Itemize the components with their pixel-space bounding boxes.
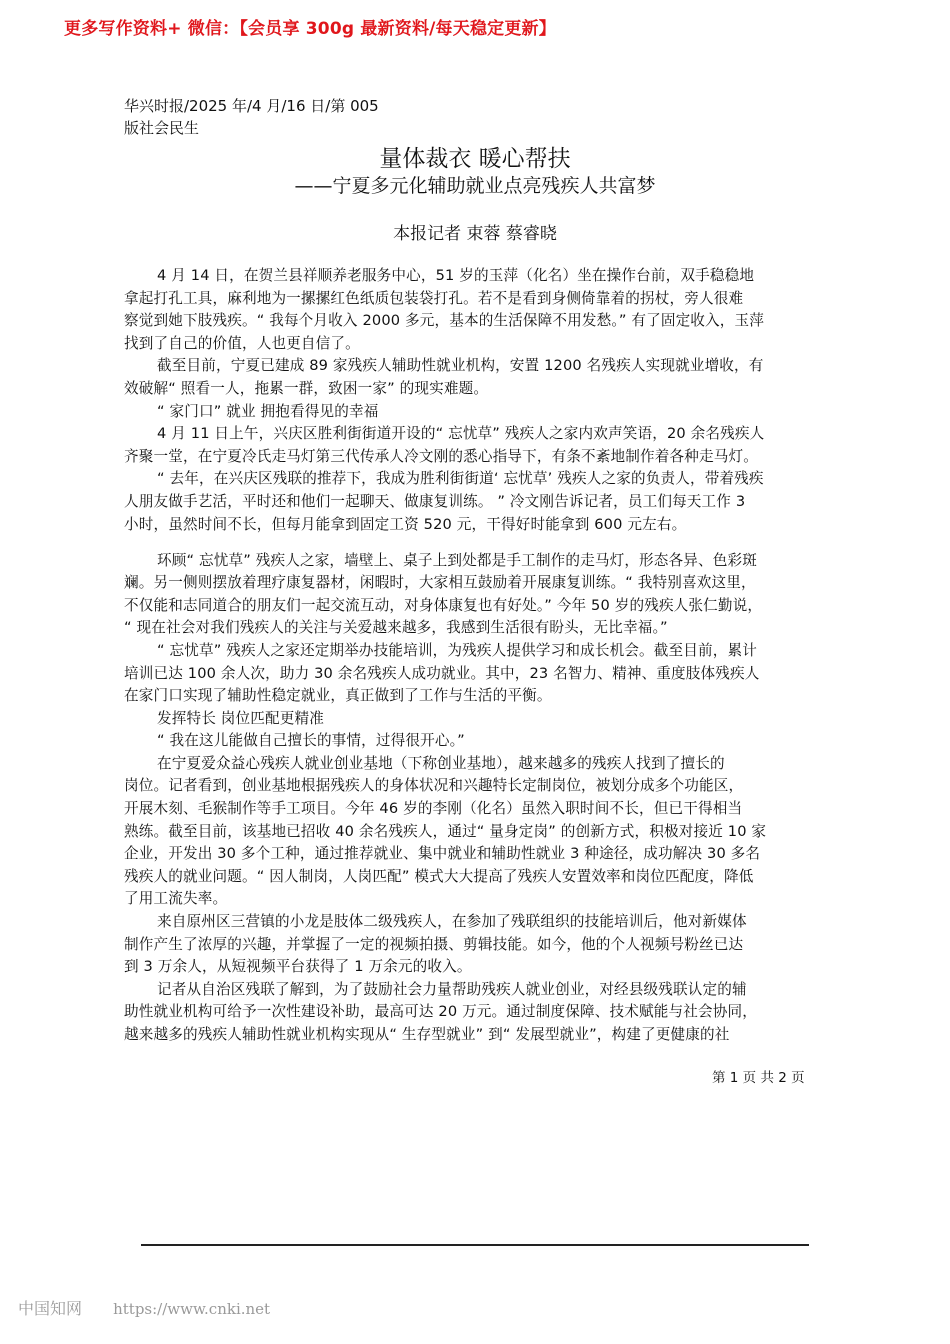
article-line: “ 我在这儿能做自己擅长的事情，过得很开心。” (157, 732, 465, 750)
article-line: 齐聚一堂，在宁夏冷氏走马灯第三代传承人冷文刚的悉心指导下，有条不紊地制作着各种走马灯。 (124, 447, 758, 465)
subheadline: ——宁夏多元化辅助就业点亮残疾人共富梦 (294, 175, 656, 197)
article-line: 企业，开发出 30 多个工种，通过推荐就业、集中就业和辅助性就业 3 种途径，成功解决 30 多名 (124, 845, 761, 863)
article-line: 4 月 11 日上午，兴庆区胜利街街道开设的“ 忘忧草” 残疾人之家内欢声笑语，20 余名残疾人 (157, 425, 765, 443)
article-line: 发挥特长 岗位匹配更精准 (157, 709, 324, 727)
article-line: 开展木刻、毛猴制作等手工项目。今年 46 岁的李刚（化名）虽然入职时间不长，但已干得相当 (124, 800, 743, 818)
article-line: 在宁夏爱众益心残疾人就业创业基地（下称创业基地），越来越多的残疾人找到了擅长的 (157, 754, 725, 772)
article-line: 在家门口实现了辅助性稳定就业，真正做到了工作与生活的平衡。 (124, 687, 552, 705)
article-line: 越来越多的残疾人辅助性就业机构实现从“ 生存型就业” 到“ 发展型就业”，构建了更健康的社 (124, 1026, 730, 1043)
article-line: 助性就业机构可给予一次性建设补助，最高可达 20 万元。通过制度保障、技术赋能与社会协同， (124, 1003, 757, 1021)
article-line: 效破解“ 照看一人，拖累一群，致困一家” 的现实难题。 (124, 379, 489, 397)
footer-site-name: 中国知网 (18, 1299, 83, 1318)
article-line: 拿起打孔工具，麻利地为一摞摞红色纸质包装袋打孔。若不是看到身侧倚靠着的拐杖，旁人很难 (124, 289, 744, 307)
article-line: 人朋友做手艺活，平时还和他们一起聊天、做康复训练。 ” 冷文刚告诉记者，员工们每天工作 3 (124, 492, 746, 510)
article-line: 残疾人的就业问题。“ 因人制岗，人岗匹配” 模式大大提高了残疾人安置效率和岗位匹配度，降低 (124, 867, 754, 885)
article-line: 熟练。截至目前，该基地已招收 40 余名残疾人，通过“ 量身定岗” 的创新方式，积极对接近 10 家 (124, 822, 767, 840)
footer-url-link[interactable]: https://www.cnki.net (113, 1300, 271, 1318)
footer (18, 1296, 270, 1319)
article-line: 4 月 14 日，在贺兰县祥顺养老服务中心，51 岁的玉萍（化名）坐在操作台前，双手稳稳地 (157, 267, 755, 284)
promo-banner: 更多写作资料+ 微信：【会员享 300g 最新资料/每天稳定更新】 (64, 19, 556, 39)
article-line: 到 3 万余人，从短视频平台获得了 1 万余元的收入。 (124, 958, 472, 976)
article-line: 记者从自治区残联了解到，为了鼓励社会力量帮助残疾人就业创业，对经县级残联认定的辅 (157, 980, 747, 998)
article-line: 斓。另一侧则摆放着理疗康复器材，闲暇时，大家相互鼓励着开展康复训练。“ 我特别喜欢这里， (124, 574, 756, 592)
article-line: 截至目前，宁夏已建成 89 家残疾人辅助性就业机构，安置 1200 名残疾人实现就业增收，有 (157, 357, 764, 375)
article-line: 察觉到她下肢残疾。“ 我每个月收入 2000 多元，基本的生活保障不用发愁。” 有了固定收入，玉萍 (124, 312, 765, 330)
article-line: 找到了自己的价值，人也更自信了。 (124, 334, 360, 352)
article-line: 制作产生了浓厚的兴趣，并掌握了一定的视频拍摄、剪辑技能。如今，他的个人视频号粉丝已达 (124, 935, 744, 953)
source-line-1: 华兴时报/2025 年/4 月/16 日/第 005 (124, 97, 379, 115)
article-line: “ 去年，在兴庆区残联的推荐下，我成为胜利街街道‘ 忘忧草’ 残疾人之家的负责人，带着残疾 (157, 470, 764, 488)
article-line: 来自原州区三营镇的小龙是肢体二级残疾人，在参加了残联组织的技能培训后，他对新媒体 (157, 913, 747, 931)
article-body (124, 265, 829, 1047)
article-line: “ 家门口” 就业 拥抱看得见的幸福 (157, 402, 379, 420)
article-line: 岗位。记者看到，创业基地根据残疾人的身体状况和兴趣特长定制岗位，被划分成多个功能区， (124, 777, 744, 795)
footer-divider (141, 1244, 809, 1246)
source-line-2: 版社会民生 (124, 119, 200, 137)
article-line: “ 忘忧草” 残疾人之家还定期举办技能培训，为残疾人提供学习和成长机会。截至目前，累计 (157, 641, 758, 659)
article-line: 培训已达 100 余人次，助力 30 余名残疾人成功就业。其中，23 名智力、精神、重度肢体残疾人 (124, 664, 760, 682)
article-line: 环顾“ 忘忧草” 残疾人之家，墙壁上、桌子上到处都是手工制作的走马灯，形态各异、色彩斑 (157, 551, 758, 569)
article-line: 不仅能和志同道合的朋友们一起交流互动，对身体康复也有好处。” 今年 50 岁的残疾人张仁勤说， (124, 596, 763, 614)
headline: 量体裁衣 暖心帮扶 (379, 146, 571, 172)
article-line: 了用工流失率。 (124, 890, 228, 908)
article-line: 小时，虽然时间不长，但每月能拿到固定工资 520 元，干得好时能拿到 600 元左右。 (124, 515, 687, 533)
article-line: “ 现在社会对我们残疾人的关注与关爱越来越多，我感到生活很有盼头，无比幸福。” (124, 619, 668, 637)
page-indicator: 第 1 页 共 2 页 (712, 1070, 805, 1086)
byline: 本报记者 束蓉 蔡睿晓 (393, 224, 557, 244)
